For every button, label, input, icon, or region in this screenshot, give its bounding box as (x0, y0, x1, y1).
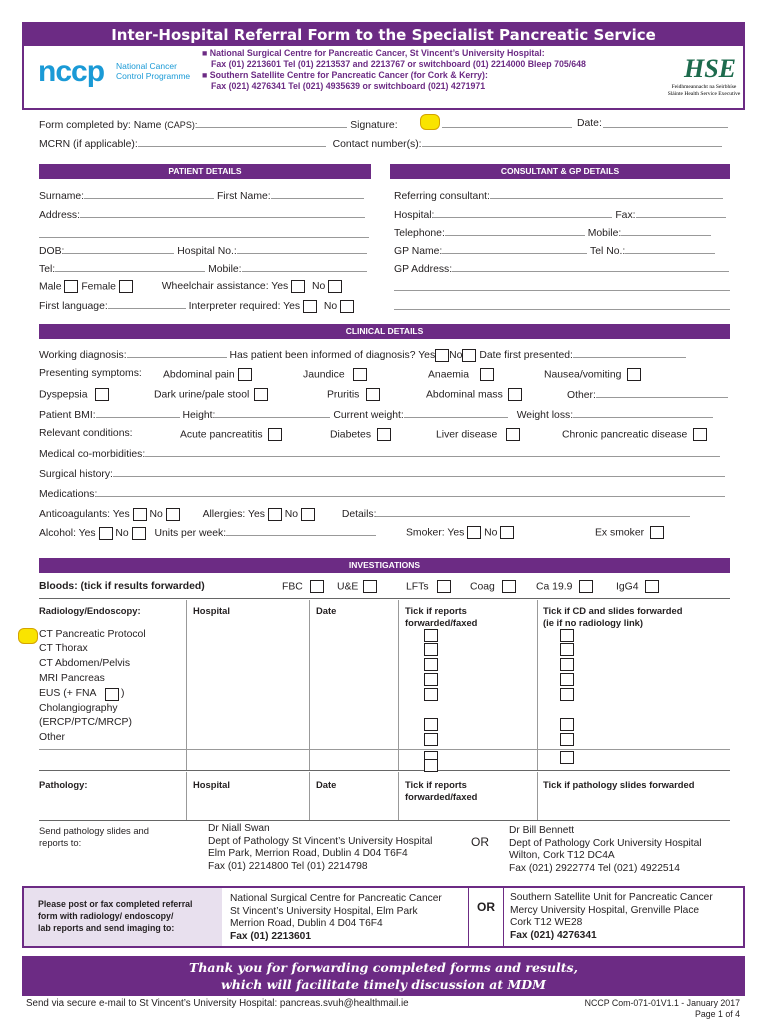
interpreter-no-checkbox[interactable] (340, 300, 354, 313)
referring-consultant-field[interactable] (490, 189, 723, 199)
cork-pathology-address: Dr Bill Bennett Dept of Pathology Cork University Hospital Wilton, Cork T12 DC4A Fax (021) 2922774 Tel (021) 4922514 (509, 825, 702, 874)
units-per-week-field[interactable] (226, 526, 376, 536)
igg4-checkbox[interactable] (645, 580, 659, 593)
medications-field[interactable] (97, 487, 725, 497)
mobile-field[interactable] (242, 262, 367, 272)
tel-field[interactable] (55, 262, 205, 272)
abdominal-pain-checkbox[interactable] (238, 368, 252, 381)
cd-forwarded-checkbox[interactable] (560, 658, 574, 671)
radiology-item: (ERCP/PTC/MRCP) (39, 717, 132, 728)
date-field[interactable] (603, 118, 728, 128)
report-forwarded-checkbox[interactable] (424, 733, 438, 746)
consultant-hospital-field[interactable] (434, 208, 612, 218)
dark-urine-checkbox[interactable] (254, 388, 268, 401)
document-code: NCCP Com-071-01V1.1 - January 2017 Page 1 of 4 (584, 998, 740, 1019)
coag-checkbox[interactable] (502, 580, 516, 593)
report-forwarded-checkbox[interactable] (424, 643, 438, 656)
informed-no-checkbox[interactable] (462, 349, 476, 362)
consultant-mobile-field[interactable] (621, 226, 711, 236)
allergies-no-checkbox[interactable] (301, 508, 315, 521)
first-name-field[interactable] (271, 189, 364, 199)
radiology-item: CT Pancreatic Protocol (39, 629, 146, 640)
hse-logo: HSE Feidhmeannacht na Seirbhíse Sláinte Health Service Executive (667, 54, 741, 97)
date-first-presented-field[interactable] (573, 348, 686, 358)
nccp-logo: nccp National Cancer Control Programme (38, 55, 191, 88)
alcohol-no-checkbox[interactable] (132, 527, 146, 540)
working-diagnosis-field[interactable] (127, 348, 227, 358)
wheelchair-yes-checkbox[interactable] (291, 280, 305, 293)
contact-field[interactable] (422, 137, 722, 147)
radiology-item: MRI Pancreas (39, 673, 105, 684)
fna-paren: ) (121, 688, 125, 699)
interpreter-yes-checkbox[interactable] (303, 300, 317, 313)
address-field[interactable] (80, 208, 365, 218)
surgical-history-field[interactable] (113, 467, 725, 477)
nausea-checkbox[interactable] (627, 368, 641, 381)
comment-note-icon-2[interactable] (18, 628, 38, 644)
male-checkbox[interactable] (64, 280, 78, 293)
email-instruction: Send via secure e-mail to St Vincent’s University Hospital: pancreas.svuh@healthmail.ie (26, 998, 409, 1009)
consultant-telephone-field[interactable] (445, 226, 585, 236)
radiology-item: CT Thorax (39, 643, 88, 654)
weight-loss-field[interactable] (573, 408, 713, 418)
gp-tel-field[interactable] (625, 244, 715, 254)
ca199-checkbox[interactable] (579, 580, 593, 593)
svuh-post-address: National Surgical Centre for Pancreatic Cancer St Vincent’s University Hospital, Elm Park Merrion Road, Dublin 4 D04 T6F4 Fax (01) 2213601 (230, 893, 442, 942)
patient-details-bar: PATIENT DETAILS (39, 164, 371, 179)
allergy-details-field[interactable] (376, 507, 690, 517)
cd-forwarded-checkbox[interactable] (560, 688, 574, 701)
comorbidities-field[interactable] (145, 447, 720, 457)
investigations-bar: INVESTIGATIONS (39, 558, 730, 573)
post-box: Please post or fax completed referral form with radiology/ endoscopy/ lab reports and send imaging to: National Surgical Centre for Pancreatic Cancer St Vincent’s University Hospital, Elm Park Merrion Road, Dublin 4 D04 T6F4 Fax (01) 2213601 OR Southern Satellite Unit for Pancreatic Cancer Mercy University Hospital, Grenville Place Cork T12 WE28 Fax (021) 4276341 (22, 886, 745, 948)
fna-checkbox[interactable] (105, 688, 119, 701)
dyspepsia-checkbox[interactable] (95, 388, 109, 401)
comment-note-icon[interactable] (420, 114, 440, 130)
cd-forwarded-checkbox[interactable] (560, 751, 574, 764)
radiology-item: CT Abdomen/Pelvis (39, 658, 131, 669)
cd-forwarded-checkbox[interactable] (560, 673, 574, 686)
dob-field[interactable] (64, 244, 174, 254)
acute-pancreatitis-checkbox[interactable] (268, 428, 282, 441)
abdominal-mass-checkbox[interactable] (508, 388, 522, 401)
anticoagulants-no-checkbox[interactable] (166, 508, 180, 521)
signature-field[interactable] (442, 118, 572, 128)
gp-address-field[interactable] (452, 262, 729, 272)
report-forwarded-checkbox[interactable] (424, 658, 438, 671)
cd-forwarded-checkbox[interactable] (560, 718, 574, 731)
svuh-pathology-address: Dr Niall Swan Dept of Pathology St Vincent’s University Hospital Elm Park, Merrion Road, Dublin 4 D04 T6F4 Fax (01) 2214800 Tel (01) 2214798 (208, 823, 433, 872)
alcohol-yes-checkbox[interactable] (99, 527, 113, 540)
report-forwarded-checkbox[interactable] (424, 718, 438, 731)
jaundice-checkbox[interactable] (353, 368, 367, 381)
ue-checkbox[interactable] (363, 580, 377, 593)
mcrn-row: MCRN (if applicable): Contact number(s): (39, 137, 722, 150)
cork-post-address: Southern Satellite Unit for Pancreatic Cancer Mercy University Hospital, Grenville Place Cork T12 WE28 Fax (021) 4276341 (510, 892, 713, 941)
pruritis-checkbox[interactable] (366, 388, 380, 401)
send-pathology-label: Send pathology slides and reports to: (39, 825, 149, 848)
radiology-item: Cholangiography (39, 703, 118, 714)
report-forwarded-checkbox[interactable] (424, 673, 438, 686)
cd-forwarded-checkbox[interactable] (560, 733, 574, 746)
fbc-checkbox[interactable] (310, 580, 324, 593)
report-forwarded-checkbox[interactable] (424, 688, 438, 701)
smoker-yes-checkbox[interactable] (467, 526, 481, 539)
radiology-item: EUS (+ FNA (39, 688, 97, 699)
radiology-item: Other (39, 732, 65, 743)
chronic-pancreatic-checkbox[interactable] (693, 428, 707, 441)
other-symptom-field[interactable] (596, 388, 728, 398)
form-completed-row: Form completed by: Name (CAPS): Signature: (39, 120, 398, 131)
current-weight-field[interactable] (404, 408, 508, 418)
hospital-no-field[interactable] (237, 244, 367, 254)
gp-address-line-2[interactable] (394, 290, 730, 291)
diabetes-checkbox[interactable] (377, 428, 391, 441)
cd-forwarded-checkbox[interactable] (560, 629, 574, 642)
cd-forwarded-checkbox[interactable] (560, 643, 574, 656)
wheelchair-no-checkbox[interactable] (328, 280, 342, 293)
form-header (22, 22, 745, 110)
other-report-checkbox[interactable] (424, 759, 438, 772)
gp-name-field[interactable] (442, 244, 587, 254)
address-line-2[interactable] (39, 237, 369, 238)
height-field[interactable] (215, 408, 330, 418)
surname-field[interactable] (84, 189, 214, 199)
anaemia-checkbox[interactable] (480, 368, 494, 381)
liver-disease-checkbox[interactable] (506, 428, 520, 441)
female-checkbox[interactable] (119, 280, 133, 293)
lfts-checkbox[interactable] (437, 580, 451, 593)
consultant-details-bar: CONSULTANT & GP DETAILS (390, 164, 730, 179)
contact-info: ■ National Surgical Centre for Pancreatic Cancer, St Vincent’s University Hospital: Fax (01) 2213601 Tel (01) 2213537 and 2213767 or switchboard (01) 2214000 Bleep 705/648 ■ Southern Satellite Centre for Pancreatic Cancer (for Cork & Kerry): Fax (021) 4276341 Tel (021) 4935639 or switchboard (021) 4271971 (202, 48, 586, 91)
clinical-details-bar: CLINICAL DETAILS (39, 324, 730, 339)
mcrn-field[interactable] (138, 137, 326, 147)
ex-smoker-checkbox[interactable] (650, 526, 664, 539)
anticoagulants-yes-checkbox[interactable] (133, 508, 147, 521)
informed-yes-checkbox[interactable] (435, 349, 449, 362)
consultant-fax-field[interactable] (636, 208, 726, 218)
allergies-yes-checkbox[interactable] (268, 508, 282, 521)
gp-address-line-3[interactable] (394, 309, 730, 310)
thank-you-banner: Thank you for forwarding completed forms and results, which will facilitate timely discussion at MDM (22, 956, 745, 996)
first-language-field[interactable] (108, 299, 186, 309)
smoker-no-checkbox[interactable] (500, 526, 514, 539)
report-forwarded-checkbox[interactable] (424, 629, 438, 642)
name-field[interactable] (197, 118, 347, 128)
form-title: Inter-Hospital Referral Form to the Specialist Pancreatic Service (24, 24, 743, 46)
bmi-field[interactable] (96, 408, 180, 418)
